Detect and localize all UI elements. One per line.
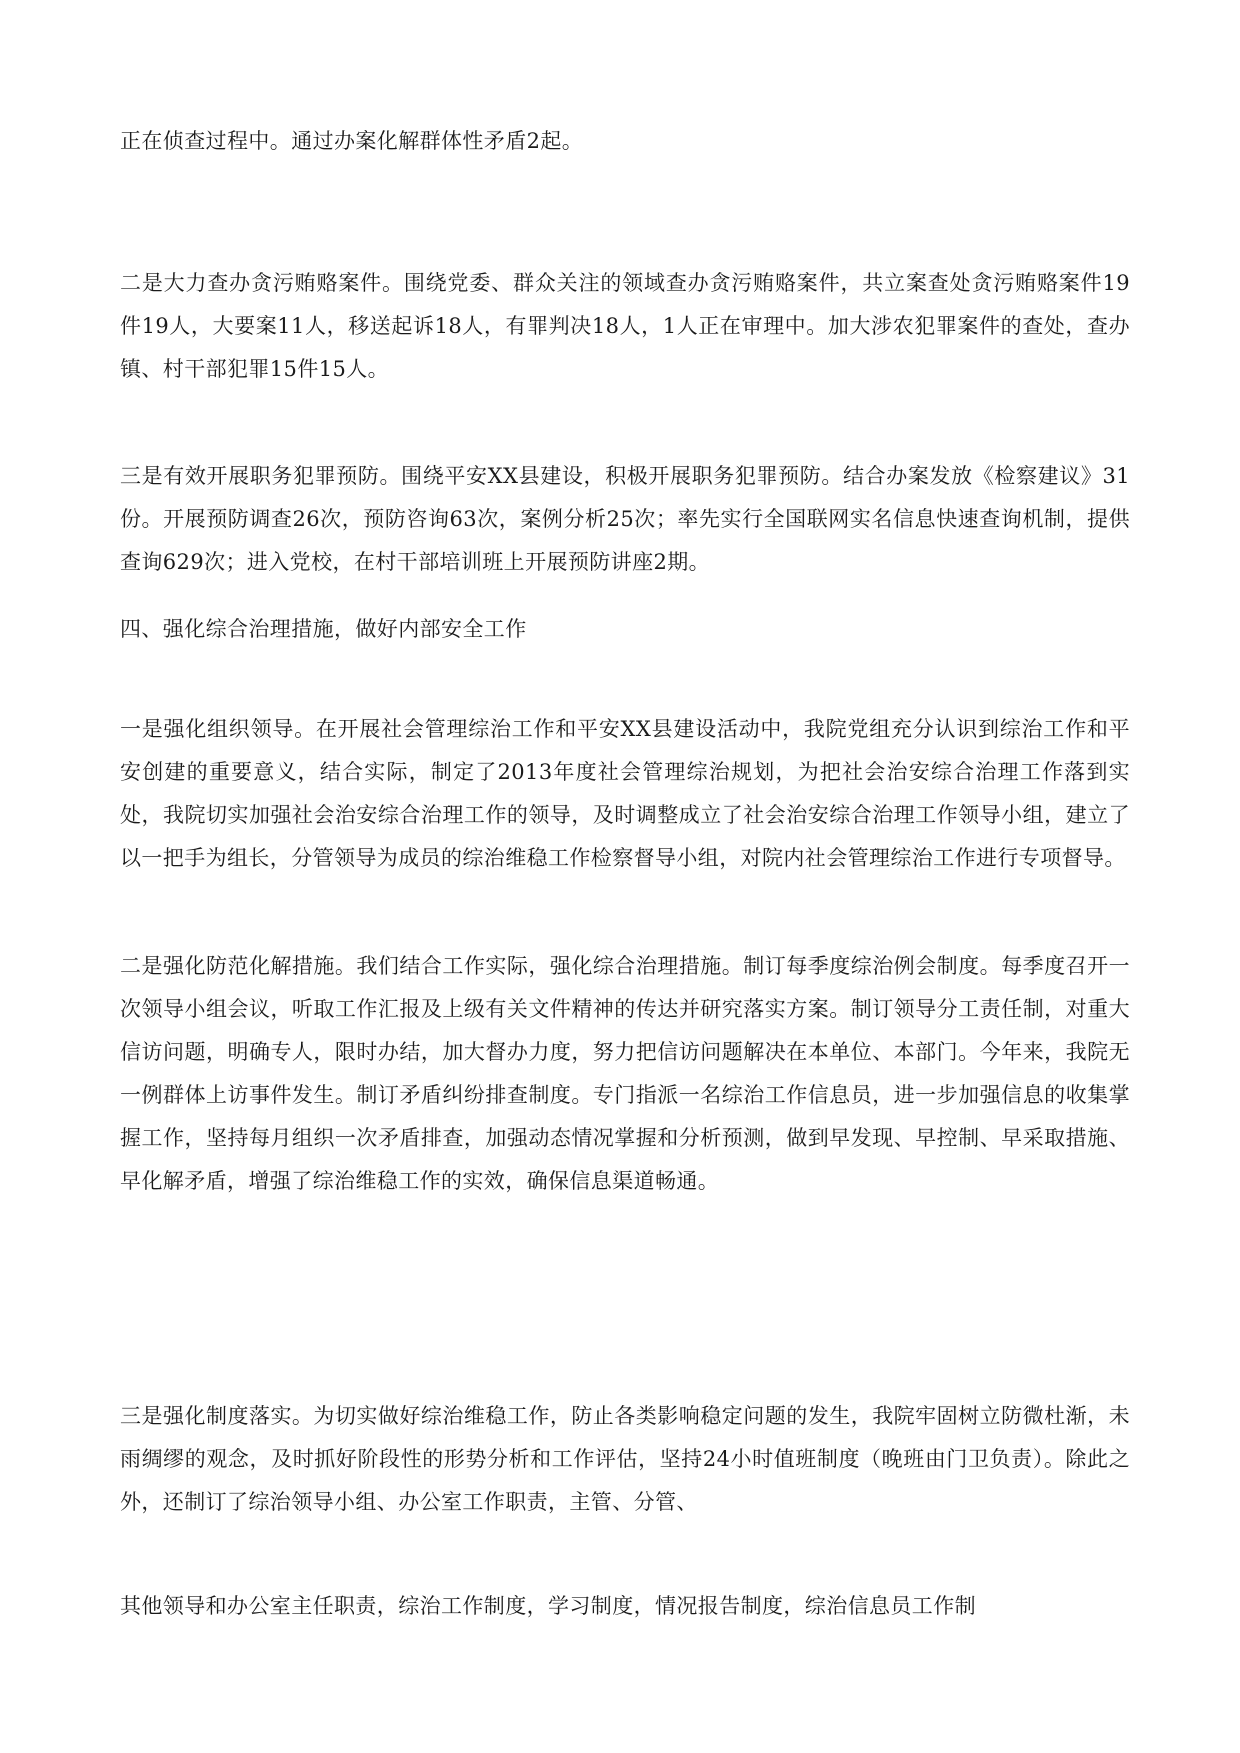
paragraph-investigation: 正在侦查过程中。通过办案化解群体性矛盾2起。 <box>120 129 584 153</box>
paragraph-organization-leadership: 一是强化组织领导。在开展社会管理综治工作和平安XX县建设活动中，我院党组充分认识到综治工作和平安创建的重要意义，结合实际，制定了2013年度社会管理综治规划，为把社会治安综合治理工作落到实处，我院切实加强社会治安综合治理工作的领导，及时调整成立了社会治安综合治理工作领导小组，建立了以一把手为组长，分管领导为成员的综治维稳工作检察督导小组，对院内社会管理综治工作进行专项督导。 <box>120 717 1130 870</box>
paragraph-continuation: 其他领导和办公室主任职责，综治工作制度，学习制度，情况报告制度，综治信息员工作制 <box>120 1594 976 1618</box>
section-heading-four: 四、强化综合治理措施，做好内部安全工作 <box>120 617 527 641</box>
paragraph-prevention-measures: 二是强化防范化解措施。我们结合工作实际，强化综合治理措施。制订每季度综治例会制度。每季度召开一次领导小组会议，听取工作汇报及上级有关文件精神的传达并研究落实方案。制订领导分工责任制，对重大信访问题，明确专人，限时办结，加大督办力度，努力把信访问题解决在本单位、本部门。今年来，我院无一例群体上访事件发生。制订矛盾纠纷排查制度。专门指派一名综治工作信息员，进一步加强信息的收集掌握工作，坚持每月组织一次矛盾排查，加强动态情况掌握和分析预测，做到早发现、早控制、早采取措施、早化解矛盾，增强了综治维稳工作的实效，确保信息渠道畅通。 <box>120 954 1130 1193</box>
paragraph-system-implementation: 三是强化制度落实。为切实做好综治维稳工作，防止各类影响稳定问题的发生，我院牢固树立防微杜渐，未雨绸缪的观念，及时抓好阶段性的形势分析和工作评估，坚持24小时值班制度（晚班由门卫负责）。除此之外，还制订了综治领导小组、办公室工作职责，主管、分管、 <box>120 1404 1130 1514</box>
paragraph-crime-prevention: 三是有效开展职务犯罪预防。围绕平安XX县建设，积极开展职务犯罪预防。结合办案发放《检察建议》31份。开展预防调查26次，预防咨询63次，案例分析25次；率先实行全国联网实名信息快速查询机制，提供查询629次；进入党校，在村干部培训班上开展预防讲座2期。 <box>120 464 1130 574</box>
paragraph-corruption-cases: 二是大力查办贪污贿赂案件。围绕党委、群众关注的领域查办贪污贿赂案件，共立案查处贪污贿赂案件19件19人，大要案11人，移送起诉18人，有罪判决18人，1人正在审理中。加大涉农犯罪案件的查处，查办镇、村干部犯罪15件15人。 <box>120 271 1130 381</box>
